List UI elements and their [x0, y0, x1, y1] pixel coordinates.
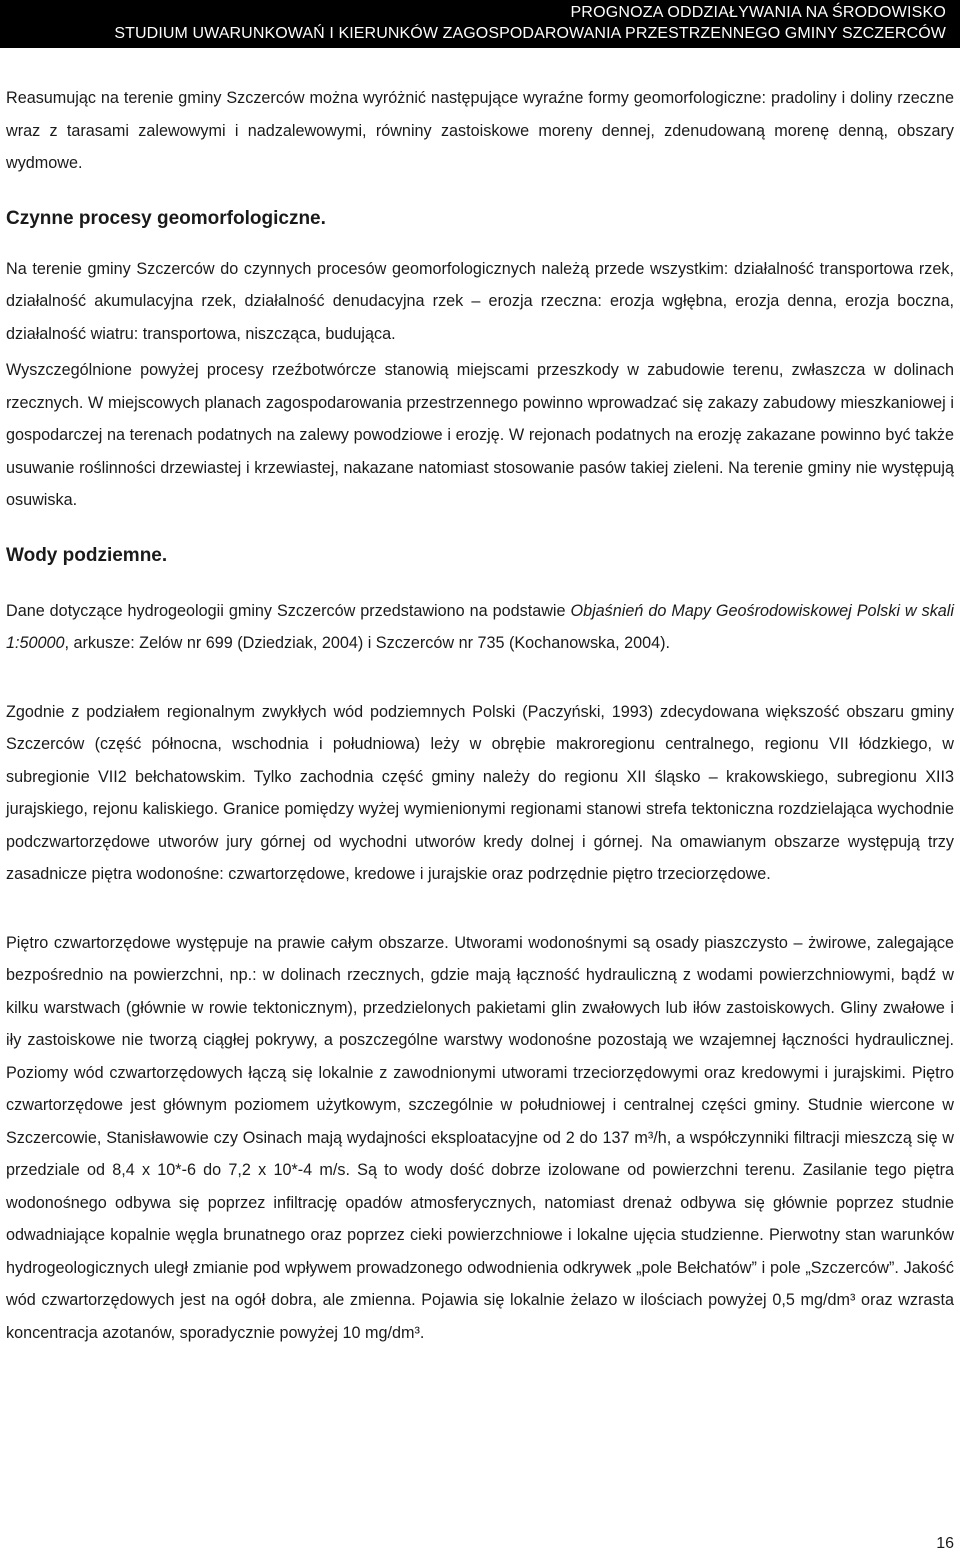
paragraph-pietro: Piętro czwartorzędowe występuje na prawie całym obszarze. Utworami wodonośnymi są osady piaszczysto – żwirowe, zalegające bezpośrednio na powierzchni, np.: w dolinach rzecznych, gdzie mają łączność hydrauliczną z wodami powierzchniowymi, bądź w kilku warstwach (głównie w rowie tektonicznym), przedzielonych pakietami glin zwałowych lub iłów zastoiskowych. Gliny zwałowe i iły zastoiskowe nie tworzą ciągłej pokrywy, a poszczególne warstwy wodonośne pozostają we wzajemnej łączności hydraulicznej. Poziomy wód czwartorzędowych łączą się lokalnie z zawodnionymi utworami trzeciorzędowymi oraz kredowymi i jurajskimi. Piętro czwartorzędowe jest głównym poziomem użytkowym, szczególnie w południowej i centralnej części gminy. Studnie wiercone w Szczercowie, Stanisławowie czy Osinach mają wydajności eksploatacyjne od 2 do 137 m³/h, a współczynniki filtracji mieszczą się w przedziale od 8,4 x 10*-6 do 7,2 x 10*-4 m/s. Są to wody dość dobrze izolowane od powierzchni terenu. Zasilanie tego piętra wodonośnego odbywa się poprzez infiltrację opadów atmosferycznych, natomiast drenaż odbywa się głównie poprzez studnie odwadniające kopalnie węgla brunatnego oraz poprzez cieki powierzchniowe i lokalne ujęcia studzienne. Pierwotny stan warunków hydrogeologicznych uległ zmianie pod wpływem prowadzonego odwodnienia odkrywek „pole Bełchatów” i pole „Szczerców”. Jakość wód czwartorzędowych jest na ogół dobra, ale zmienna. Pojawia się lokalnie żelazo w ilościach powyżej 0,5 mg/dm³ oraz wzrasta koncentracja azotanów, sporadycznie powyżej 10 mg/dm³.: [6, 933, 954, 1342]
paragraph-zgodnie: Zgodnie z podziałem regionalnym zwykłych wód podziemnych Polski (Paczyński, 1993) zdecydowana większość obszaru gminy Szczerców (część północna, wschodnia i południowa) leży w obrębie makroregionu centralnego, regionu VII łódzkiego, w subregionie VII2 bełchatowskim. Tylko zachodnia część gminy należy do regionu XII śląsko – krakowskiego, subregionu XII3 jurajskiego, rejonu kaliskiego. Granice pomiędzy wyżej wymienionymi regionami stanowi strefa tektoniczna rozdzielająca wychodnie podczwartorzędowe utworów jury górnej od wychodni utworów kredy dolnej i górnej. Na omawianym obszarze występują trzy zasadnicze piętra wodonośne: czwartorzędowe, kredowe i jurajskie oraz podrzędnie piętro trzeciorzędowe.: [6, 702, 954, 883]
header-subtitle: STUDIUM UWARUNKOWAŃ I KIERUNKÓW ZAGOSPODAROWANIA PRZESTRZENNEGO GMINY SZCZERCÓW: [114, 25, 946, 42]
dane-source-title: Objaśnień do Mapy Geośrodowiskowej Polski w skali 1:50000: [6, 601, 954, 652]
paragraph-intro: Reasumując na terenie gminy Szczerców można wyróżnić następujące wyraźne formy geomorfologiczne: pradoliny i doliny rzeczne wraz z tarasami zalewowymi i nadzalewowymi, równiny zastoiskowe moreny dennej, zdenudowaną morenę denną, obszary wydmowe.: [6, 89, 954, 172]
dane-text-start: Dane dotyczące hydrogeologii gminy Szczerców przedstawiono na podstawie: [6, 601, 571, 620]
heading-wody-podziemne: Wody podziemne.: [6, 544, 168, 566]
dane-text-end: , arkusze: Zelów nr 699 (Dziedziak, 2004) i Szczerców nr 735 (Kochanowska, 2004).: [64, 634, 671, 652]
heading-czynne-procesy: Czynne procesy geomorfologiczne.: [6, 207, 326, 229]
paragraph-dane: [6, 595, 954, 660]
paragraph-procesy: Na terenie gminy Szczerców do czynnych procesów geomorfologicznych należą przede wszystkim: działalność transportowa rzek, działalność akumulacyjna rzek, działalność denudacyjna rzek – erozja rzeczna: erozja wgłębna, erozja denna, erozja boczna, działalność wiatru: transportowa, niszcząca, budująca.: [6, 259, 954, 343]
document-header: [0, 0, 960, 48]
document-body: [6, 82, 954, 1349]
page-number: 16: [936, 1535, 954, 1552]
header-title: PROGNOZA ODDZIAŁYWANIA NA ŚRODOWISKO: [570, 4, 946, 21]
paragraph-wyszczegolnione: Wyszczególnione powyżej procesy rzeźbotwórcze stanowią miejscami przeszkody w zabudowie terenu, zwłaszcza w dolinach rzecznych. W miejscowych planach zagospodarowania przestrzennego powinno wprowadzać się zakazy zabudowy mieszkaniowej i gospodarczej na terenach podatnych na zalewy powodziowe i erozję. W rejonach podatnych na erozję zakazane powinno być także usuwanie roślinności drzewiastej i krzewiastej, nakazane natomiast stosowanie pasów takiej zieleni. Na terenie gminy nie występują osuwiska.: [6, 361, 954, 509]
